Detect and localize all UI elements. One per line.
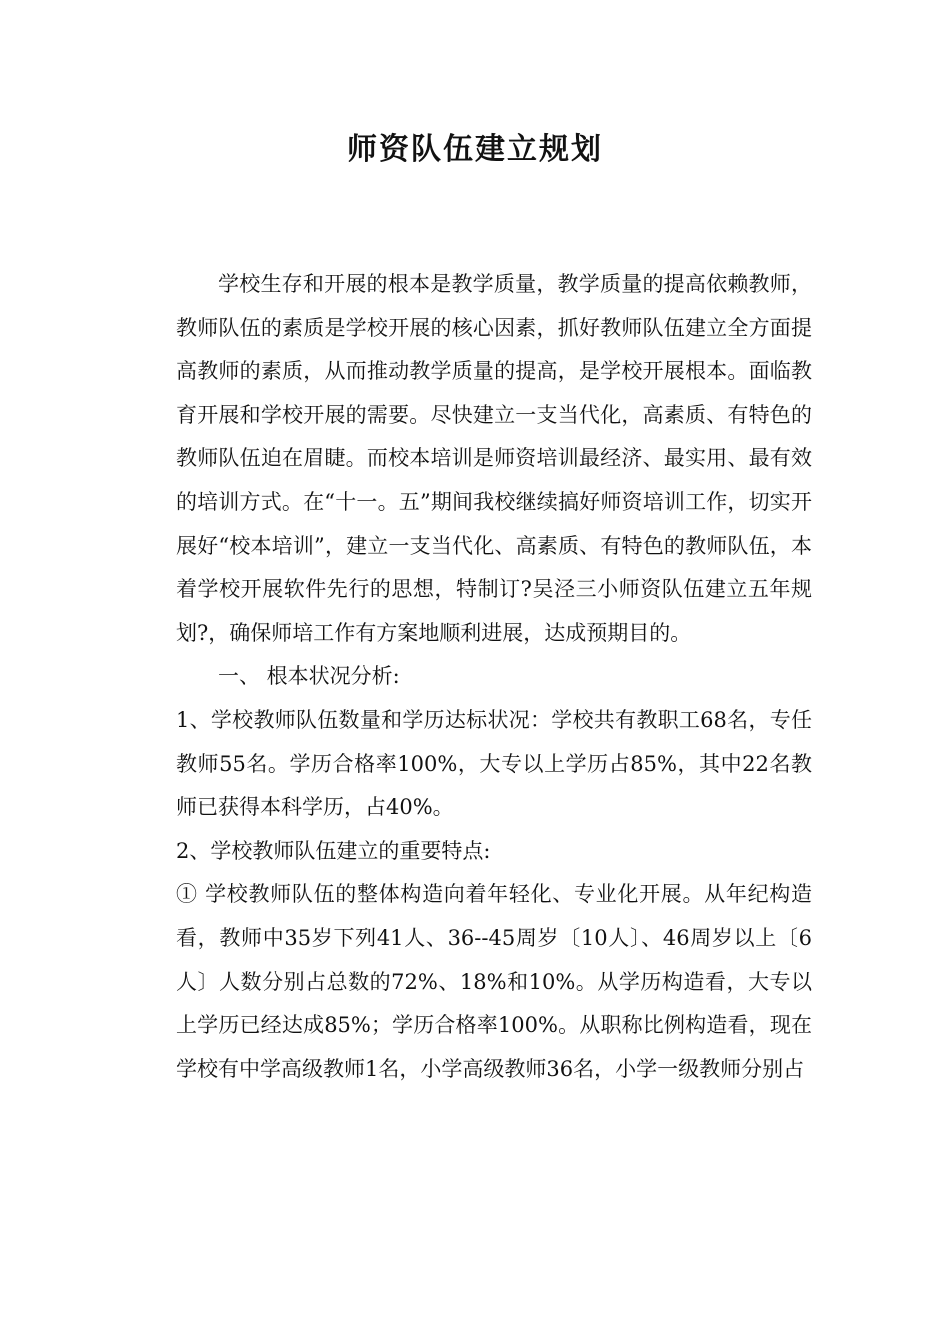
section-heading: 一、 根本状况分析: — [218, 664, 400, 689]
intro-paragraph: 学校生存和开展的根本是教学质量，教学质量的提高依赖教师，教师队伍的素质是学校开展的核心因素，抓好教师队伍建立全方面提高教师的素质，从而推动教学质量的提高，是学校开展根本。面临教育开展和学校开展的需要。尽快建立一支当代化，高素质、有特色的教师队伍迫在眉睫。而校本培训是师资培训最经济、最实用、最有效的培训方式。在“十一。五”期间我校继续搞好师资培训工作，切实开展好“校本培训”，建立一支当代化、高素质、有特色的教师队伍，本着学校开展软件先行的思想，特制订?吴泾三小师资队伍建立五年规划?，确保师培工作有方案地顺利进展，达成预期目的。 — [176, 272, 812, 645]
list-item: ① 学校教师队伍的整体构造向着年轻化、专业化开展。从年纪构造看，教师中35岁下列41人、36--45周岁〔10人〕、46周岁以上〔6人〕人数分别占总数的72%、18%和10%。从学历构造看，大专以上学历已经达成85%；学历合格率100%。从职称比例构造看，现在学校有中学高级教师1名，小学高级教师36名，小学一级教师分别占 — [176, 882, 812, 1081]
document-title: 师资队伍建立规划 — [347, 132, 603, 167]
list-item-heading: 2、学校教师队伍建立的重要特点: — [176, 838, 491, 863]
list-item: 1、学校教师队伍数量和学历达标状况：学校共有教职工68名，专任教师55名。学历合格率100%，大专以上学历占85%，其中22名教师已获得本科学历，占40%。 — [176, 707, 812, 820]
document-body — [176, 263, 812, 1091]
